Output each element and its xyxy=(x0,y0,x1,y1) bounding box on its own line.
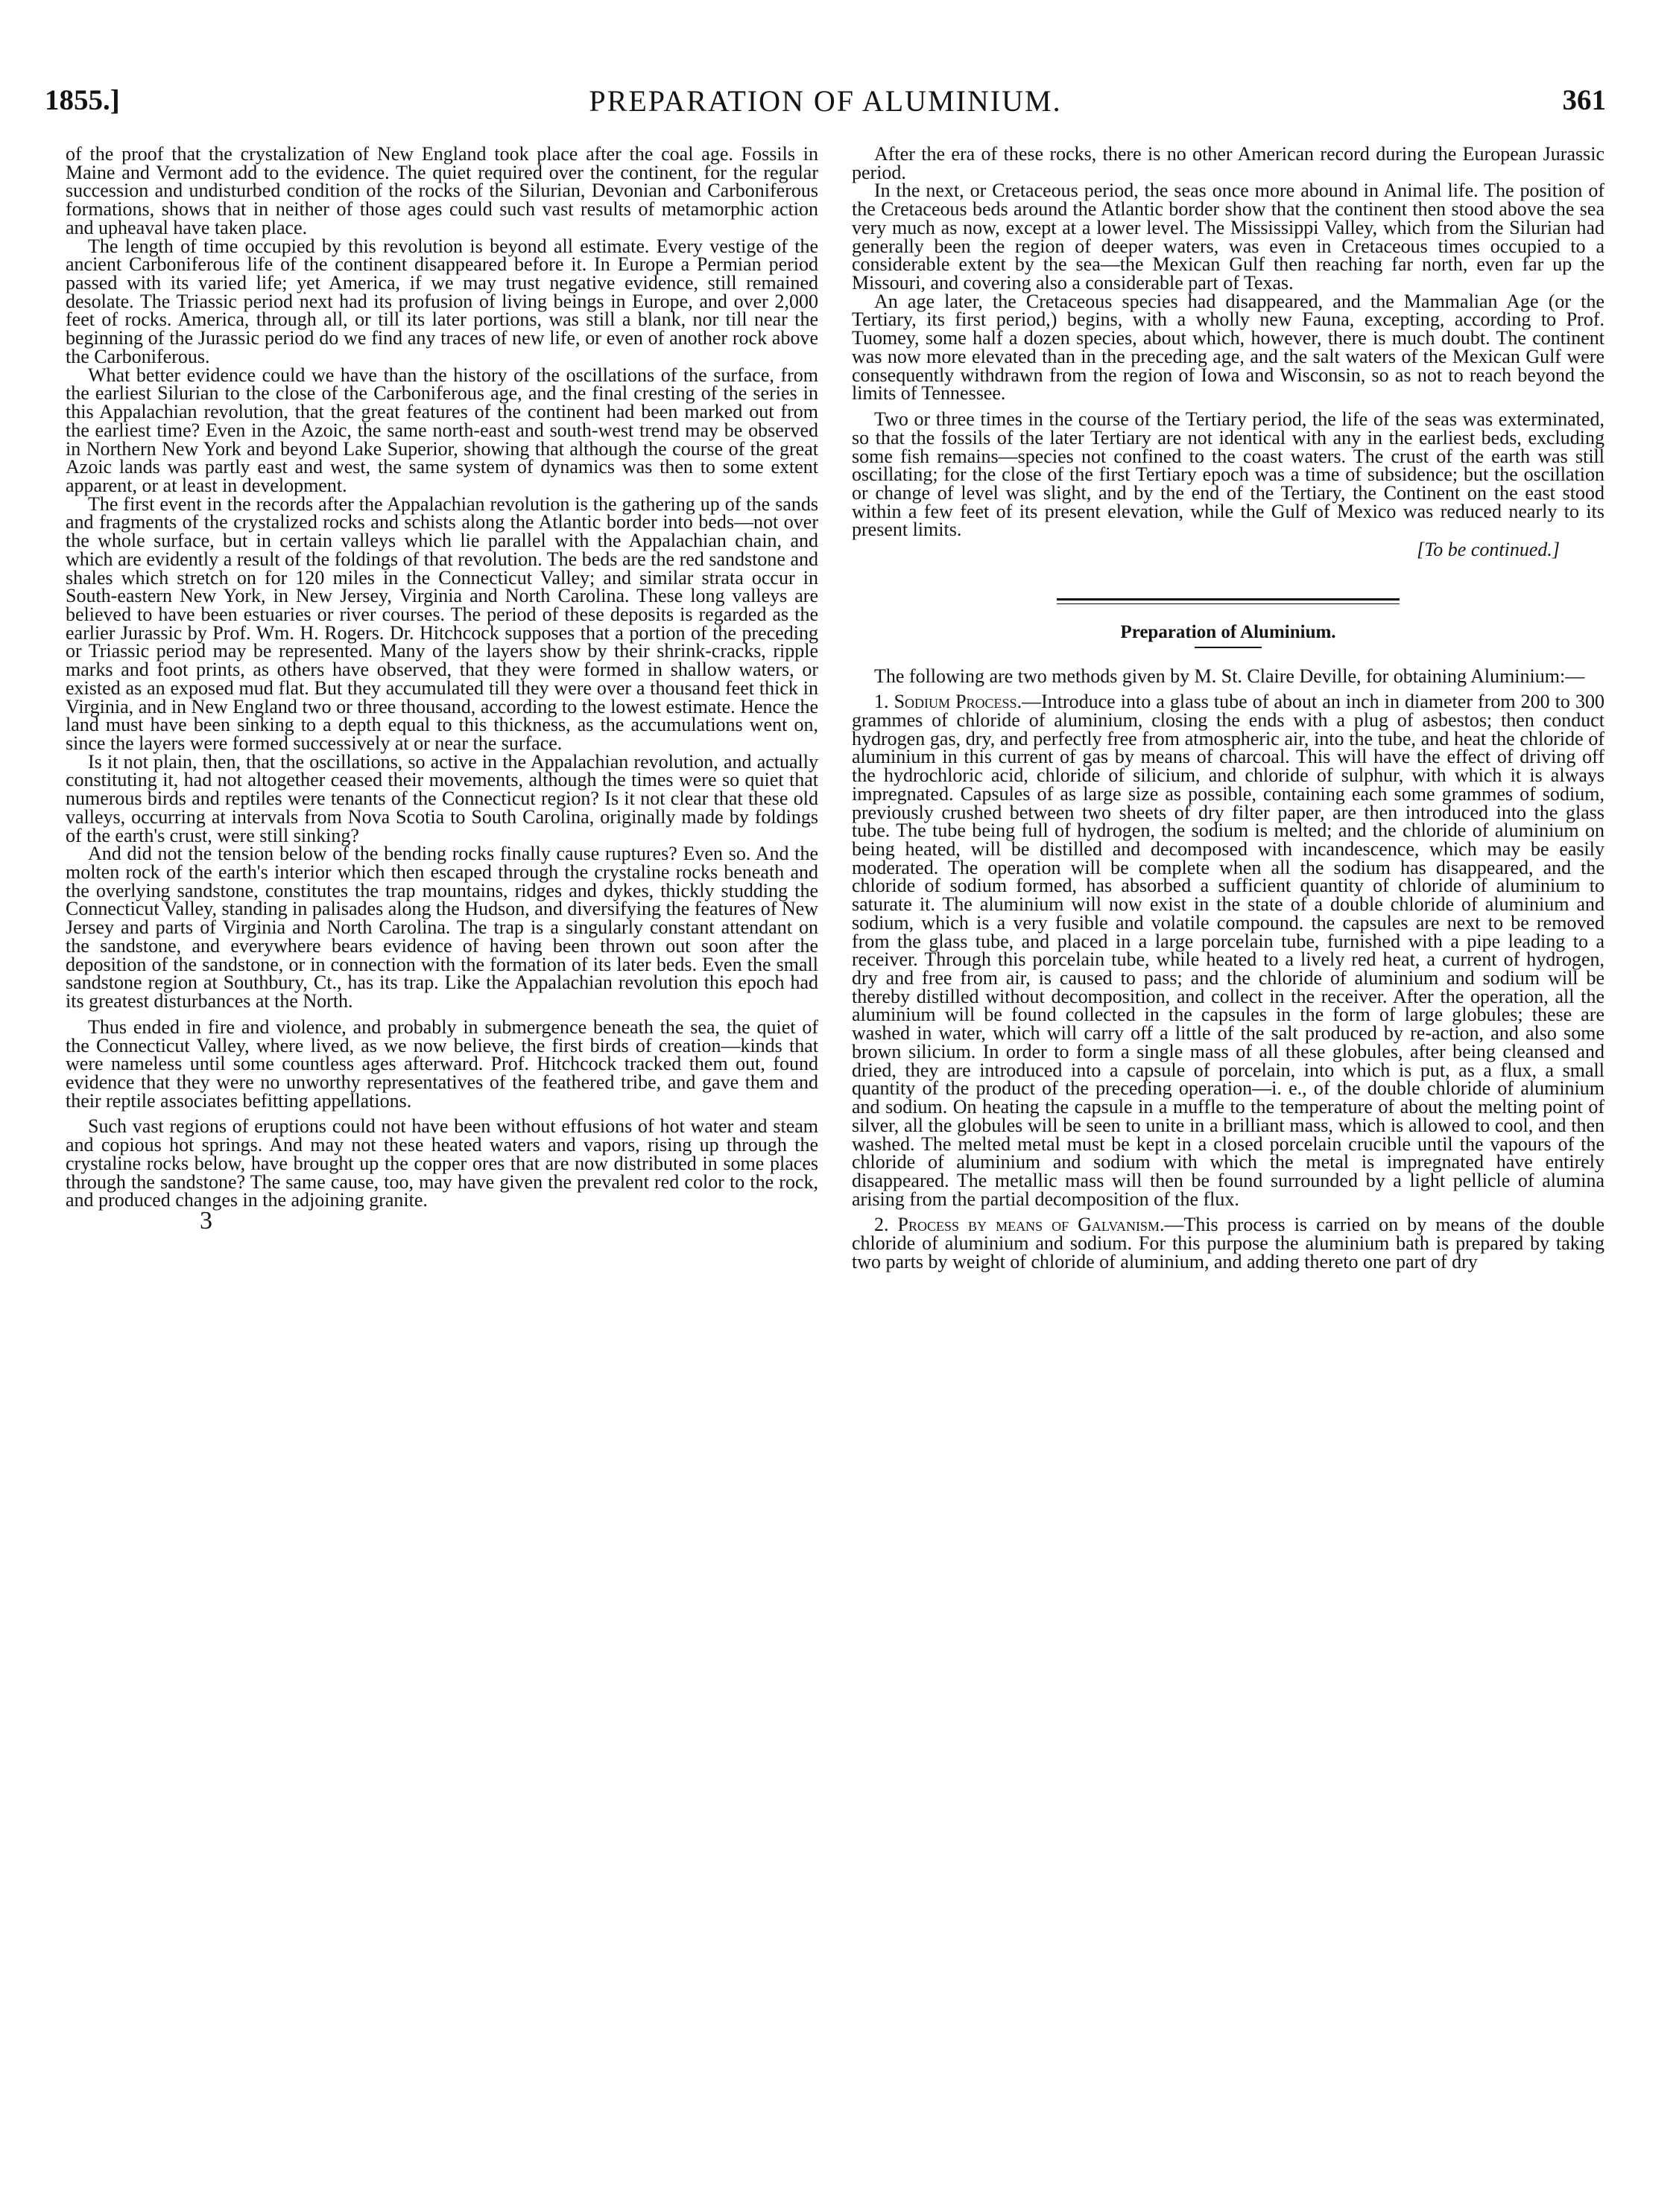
paragraph: Is it not plain, then, that the oscillations, so active in the Appalachian revolution, and actually constituting it, had not altogether ceased their movements, although the times were so quiet that numerous birds and reptiles were tenants of the Connecticut region? Is it not clear that these old valleys, occurring at intervals from Nova Scotia to South Carolina, originally made by foldings of the earth's crust, were still sinking? xyxy=(66,750,818,846)
paragraph: After the era of these rocks, there is no other American record during the European Jurassic period. xyxy=(852,143,1604,183)
method-2-heading: Process by means of Galvanism. xyxy=(897,1214,1165,1236)
page-header xyxy=(45,83,1606,128)
paragraph: The length of time occupied by this revolution is beyond all estimate. Every vestige of the ancient Carboniferous life of the continent disappeared before it. In Europe a Permian period passed with its varied life; yet America, if we may trust negative evidence, still remained desolate. The Triassic period next had its profusion of living beings in Europe, and over 2,000 feet of rocks. America, through all, or till its later portions, was still a blank, nor till near the beginning of the Jurassic period do we find any traces of new life, or even of another rock above the Carboniferous. xyxy=(66,235,818,367)
intro-paragraph: The following are two methods given by M. St. Claire Deville, for obtaining Aluminium:— xyxy=(874,665,1585,687)
paragraph: In the next, or Cretaceous period, the seas once more abound in Animal life. The position of the Cretaceous beds around the Atlantic border show that the continent then stood above the sea very much as now, except at a lower level. The Mississippi Valley, which from the Silurian had generally been the region of deeper waters, was even in Cretaceous times occupied to a considerable extent by the sea—the Mexican Gulf then reaching far north, even far up the Missouri, and covering also a considerable part of Texas. xyxy=(852,180,1604,294)
paragraph: The first event in the records after the Appalachian revolution is the gathering up of the sands and fragments of the crystalized rocks and schists along the Atlantic border into beds—not over the whole surface, but in certain valleys which lie parallel with the Appalachian chain, and which are evidently a result of the foldings of that revolution. The beds are the red sandstone and shales which stretch on for 120 miles in the Connecticut Valley; and similar strata occur in South-eastern New York, in New Jersey, Virginia and North Carolina. These long valleys are believed to have been estuaries or river courses. The period of these deposits is regarded as the earlier Jurassic by Prof. Wm. H. Rogers. Dr. Hitchcock supposes that a portion of the preceding or Triassic period may be represented. Many of the layers show by their shrink-cracks, ripple marks and foot prints, as others have observed, that they were formed in shallow waters, or existed as an exposed mud flat. But they accumulated till they were over a thousand feet thick in Virginia, and in New England two or three thousand, according to the lowest estimate. Hence the land must have been sinking to a depth equal to this thickness, as the accumulations went on, since the layers were formed successively at or near the surface. xyxy=(66,492,818,754)
title-underline xyxy=(1195,647,1262,648)
paragraph: What better evidence could we have than the history of the oscillations of the surface, from the earliest Silurian to the close of the Carboniferous age, and the final cresting of the series in this Appalachian revolution, that the great features of the continent had been marked out from the earliest time? Even in the Azoic, the same north-east and south-west trend may be observed in Northern New York and beyond Lake Superior, showing that although the course of the great Azoic lands was partly east and west, the same system of dynamics was then to some extent apparent, or at least in development. xyxy=(66,364,818,496)
method-2-number: 2. xyxy=(874,1214,889,1236)
page-number: 361 xyxy=(1562,84,1606,116)
section-title: Preparation of Aluminium. xyxy=(1120,621,1336,642)
paragraph: Two or three times in the course of the Tertiary period, the life of the seas was exterminated, so that the fossils of the later Tertiary are not identical with any in the earliest beds, excluding some fish remains—species not confined to the coast waters. The crust of the earth was still oscillating; for the close of the first Tertiary epoch was a time of subsidence; but the oscillation or change of level was slight, and by the end of the Tertiary, the Continent on the east stood within a few feet of its present elevation, while the Gulf of Mexico was reduced nearly to its present limits. xyxy=(852,408,1604,541)
method-2-paragraph xyxy=(852,1216,1604,1271)
section-divider xyxy=(1057,598,1400,600)
right-column xyxy=(852,145,1604,1272)
method-1-text: —Introduce into a glass tube of about an inch in diameter from 200 to 300 grammes of chloride of aluminium, closing the ends with a plug of asbestos; then conduct hydrogen gas, dry, and perfectly free from atmospheric air, into the tube, and heat the chloride of aluminium in this current of gas by means of charcoal. This will have the effect of driving off the hydrochloric acid, chloride of silicium, and chloride of sulphur, with which it is always impregnated. Capsules of as large size as possible, containing each some grammes of sodium, previously crushed between two sheets of dry filter paper, are then introduced into the glass tube. The tube being full of hydrogen, the sodium is melted; and the chloride of aluminium on being heated, will be distilled and decomposed with incandescence, which may be easily moderated. The operation will be complete when all the sodium has disappeared, and the chloride of sodium formed, has absorbed a sufficient quantity of chloride of aluminium to saturate it. The aluminium will now exist in the state of a double chloride of aluminium and sodium, which is a very fusible and volatile compound. the capsules are next to be removed from the glass tube, and placed in a large porcelain tube, furnished with a pipe leading to a receiver. Through this porcelain tube, while heated to a lively red heat, a current of hydrogen, dry and free from air, is caused to pass; and the chloride of aluminium and sodium will be thereby distilled without decomposition, and collect in the receiver. After the operation, all the aluminium will be found collected in the capsules in the form of large globules; these are washed in water, which will carry off a little of the salt produced by re-action, and also some brown silicium. In order to form a single mass of all these globules, after being cleansed and dried, they are introduced into a capsule of porcelain, into which is put, as a flux, a small quantity of the product of the preceding operation—i. e., of the double chloride of aluminium and sodium. On heating the capsule in a muffle to the temperature of about the melting point of silver, all the globules will be seen to unite in a brilliant mass, which is allowed to cool, and then washed. The melted metal must be kept in a closed porcelain crucible until the vapours of the chloride of aluminium and sodium with which the metal is impregnated have entirely disappeared. The metallic mass will then be found surrounded by a light pellicle of alumina arising from the partial decomposition of the flux. xyxy=(852,691,1604,1210)
header-year: 1855.] xyxy=(45,84,120,116)
method-2-text: —This process is carried on by means of the double chloride of aluminium and sodium. For this purpose the aluminium bath is prepared by taking two parts by weight of chloride of aluminium, and adding thereto one part of dry xyxy=(852,1214,1604,1273)
left-column xyxy=(66,143,818,1235)
method-1-heading: Sodium Process. xyxy=(894,691,1022,713)
paragraph: of the proof that the crystalization of New England took place after the coal age. Fossils in Maine and Vermont add to the evidence. The quiet required over the continent, for the regular succession and undisturbed condition of the rocks of the Silurian, Devonian and Carboniferous formations, shows that in neither of those ages could such vast results of metamorphic action and upheaval have taken place. xyxy=(66,143,818,238)
to-be-continued: [To be continued.] xyxy=(1417,539,1560,561)
signature-mark: 3 xyxy=(200,1206,212,1235)
paragraph: An age later, the Cretaceous species had disappeared, and the Mammalian Age (or the Tertiary, its first period,) begins, with a wholly new Fauna, excepting, according to Prof. Tuomey, some half a dozen species, about which, however, there is much doubt. The continent was now more elevated than in the preceding age, and the salt waters of the Mexican Gulf were consequently withdrawn from the region of Iowa and Wisconsin, so as not to reach beyond the limits of Tennessee. xyxy=(852,290,1604,405)
method-1-paragraph xyxy=(852,693,1604,1208)
paragraph: Such vast regions of eruptions could not have been without effusions of hot water and steam and copious hot springs. And may not these heated waters and vapors, rising up through the crystaline rocks below, have brought up the copper ores that are now distributed in some places through the sandstone? The same cause, too, may have given the prevalent red color to the rock, and produced changes in the adjoining granite. xyxy=(66,1115,818,1211)
paragraph: And did not the tension below of the bending rocks finally cause ruptures? Even so. And the molten rock of the earth's interior which then escaped through the crystaline rocks beneath and the overlying sandstone, constitutes the trap mountains, ridges and dykes, thickly studding the Connecticut Valley, standing in palisades along the Hudson, and diversifying the features of New Jersey and parts of Virginia and North Carolina. The trap is a singularly constant attendant on the sandstone, and everywhere bears evidence of having been thrown out soon after the deposition of the sandstone, or in connection with the formation of its later beds. Even the small sandstone region at Southbury, Ct., has its trap. Like the Appalachian revolution this epoch had its greatest disturbances at the North. xyxy=(66,843,818,1012)
method-1-number: 1. xyxy=(874,691,889,713)
section-divider-thin xyxy=(1057,603,1400,604)
paragraph: Thus ended in fire and violence, and probably in submergence beneath the sea, the quiet of the Connecticut Valley, where lived, as we now believe, the first birds of creation—kinds that were nameless until some countless ages afterward. Prof. Hitchcock tracked them out, found evidence that they were no unworthy representatives of the feathered tribe, and gave them and their reptile associates befitting appellations. xyxy=(66,1015,818,1112)
running-title: PREPARATION OF ALUMINIUM. xyxy=(589,84,1062,118)
